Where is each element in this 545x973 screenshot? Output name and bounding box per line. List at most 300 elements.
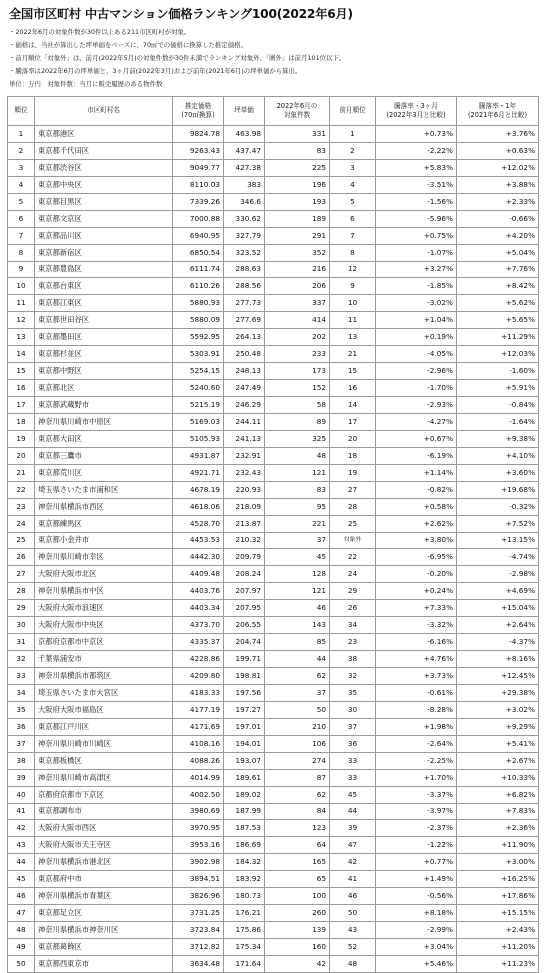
municipality-cell: 大阪府大阪市西区 bbox=[35, 820, 173, 837]
change-1y-cell: +12.45% bbox=[457, 668, 539, 685]
rank-cell: 48 bbox=[8, 922, 35, 939]
change-1y-cell: +11.20% bbox=[457, 939, 539, 956]
prev-rank-cell: 7 bbox=[330, 227, 376, 244]
municipality-cell: 東京都世田谷区 bbox=[35, 312, 173, 329]
estimated-price-cell: 9263.43 bbox=[173, 142, 224, 159]
prev-rank-cell: 41 bbox=[330, 871, 376, 888]
rank-cell: 44 bbox=[8, 854, 35, 871]
table-row bbox=[8, 380, 539, 397]
tsubo-price-cell: 330.62 bbox=[224, 210, 265, 227]
change-3m-cell: -3.37% bbox=[376, 786, 457, 803]
estimated-price-cell: 5880.09 bbox=[173, 312, 224, 329]
change-3m-cell: +0.73% bbox=[376, 126, 457, 143]
tsubo-price-cell: 189.02 bbox=[224, 786, 265, 803]
estimated-price-cell: 4183.33 bbox=[173, 684, 224, 701]
change-1y-cell: +7.52% bbox=[457, 515, 539, 532]
municipality-cell: 神奈川県横浜市中区 bbox=[35, 583, 173, 600]
table-row bbox=[8, 363, 539, 380]
prev-rank-cell: 46 bbox=[330, 888, 376, 905]
estimated-price-cell: 5254.15 bbox=[173, 363, 224, 380]
tsubo-price-cell: 175.34 bbox=[224, 939, 265, 956]
estimated-price-cell: 3826.96 bbox=[173, 888, 224, 905]
municipality-cell: 埼玉県さいたま市浦和区 bbox=[35, 481, 173, 498]
estimated-price-cell: 4453.53 bbox=[173, 532, 224, 549]
table-row bbox=[8, 227, 539, 244]
change-3m-cell: +1.70% bbox=[376, 769, 457, 786]
prev-rank-cell: 44 bbox=[330, 803, 376, 820]
change-3m-cell: +0.75% bbox=[376, 227, 457, 244]
prev-rank-cell: 13 bbox=[330, 329, 376, 346]
note-line: ・前月順位「対象外」は、前月(2022年5月)の対象件数が30件未満でランキング対象外。「圏外」は前月101位以下。 bbox=[9, 54, 346, 63]
change-1y-cell: +0.63% bbox=[457, 142, 539, 159]
change-1y-cell: -2.98% bbox=[457, 566, 539, 583]
count-cell: 64 bbox=[265, 837, 330, 854]
estimated-price-cell: 4209.80 bbox=[173, 668, 224, 685]
table-row bbox=[8, 397, 539, 414]
tsubo-price-cell: 187.53 bbox=[224, 820, 265, 837]
prev-rank-cell: 28 bbox=[330, 498, 376, 515]
change-3m-cell: +5.46% bbox=[376, 955, 457, 972]
rank-cell: 20 bbox=[8, 447, 35, 464]
rank-cell: 42 bbox=[8, 820, 35, 837]
table-row bbox=[8, 430, 539, 447]
municipality-cell: 神奈川県横浜市西区 bbox=[35, 498, 173, 515]
estimated-price-cell: 9049.77 bbox=[173, 159, 224, 176]
estimated-price-cell: 9824.78 bbox=[173, 126, 224, 143]
change-3m-cell: +0.77% bbox=[376, 854, 457, 871]
change-3m-cell: -0.20% bbox=[376, 566, 457, 583]
estimated-price-cell: 3902.98 bbox=[173, 854, 224, 871]
count-cell: 233 bbox=[265, 346, 330, 363]
municipality-cell: 東京都葛飾区 bbox=[35, 939, 173, 956]
tsubo-price-cell: 241.13 bbox=[224, 430, 265, 447]
tsubo-price-cell: 186.69 bbox=[224, 837, 265, 854]
municipality-cell: 大阪府大阪市浪速区 bbox=[35, 600, 173, 617]
change-1y-cell: +9.29% bbox=[457, 718, 539, 735]
tsubo-price-cell: 244.11 bbox=[224, 413, 265, 430]
prev-rank-cell: 10 bbox=[330, 295, 376, 312]
rank-cell: 6 bbox=[8, 210, 35, 227]
tsubo-price-cell: 248.13 bbox=[224, 363, 265, 380]
prev-rank-cell: 36 bbox=[330, 735, 376, 752]
rank-cell: 50 bbox=[8, 955, 35, 972]
change-3m-cell: +0.19% bbox=[376, 329, 457, 346]
change-3m-cell: -6.95% bbox=[376, 549, 457, 566]
change-1y-cell: +29.38% bbox=[457, 684, 539, 701]
prev-rank-cell: 50 bbox=[330, 905, 376, 922]
municipality-cell: 大阪府大阪市天王寺区 bbox=[35, 837, 173, 854]
prev-rank-cell: 8 bbox=[330, 244, 376, 261]
count-cell: 352 bbox=[265, 244, 330, 261]
change-1y-cell: +11.90% bbox=[457, 837, 539, 854]
municipality-cell: 東京都板橋区 bbox=[35, 752, 173, 769]
count-cell: 85 bbox=[265, 634, 330, 651]
change-3m-cell: -3.02% bbox=[376, 295, 457, 312]
change-3m-cell: +5.83% bbox=[376, 159, 457, 176]
table-row bbox=[8, 583, 539, 600]
count-cell: 45 bbox=[265, 549, 330, 566]
table-row bbox=[8, 905, 539, 922]
municipality-cell: 東京都文京区 bbox=[35, 210, 173, 227]
count-cell: 121 bbox=[265, 583, 330, 600]
estimated-price-cell: 4228.86 bbox=[173, 651, 224, 668]
header-rank: 順位 bbox=[8, 97, 35, 126]
change-1y-cell: +13.15% bbox=[457, 532, 539, 549]
municipality-cell: 東京都江東区 bbox=[35, 295, 173, 312]
change-1y-cell: +3.02% bbox=[457, 701, 539, 718]
tsubo-price-cell: 175.86 bbox=[224, 922, 265, 939]
tsubo-price-cell: 197.27 bbox=[224, 701, 265, 718]
municipality-cell: 東京都目黒区 bbox=[35, 193, 173, 210]
estimated-price-cell: 5880.93 bbox=[173, 295, 224, 312]
estimated-price-cell: 3894.51 bbox=[173, 871, 224, 888]
table-row bbox=[8, 922, 539, 939]
change-1y-cell: +17.86% bbox=[457, 888, 539, 905]
municipality-cell: 東京都江戸川区 bbox=[35, 718, 173, 735]
municipality-cell: 京都府京都市中京区 bbox=[35, 634, 173, 651]
prev-rank-cell: 12 bbox=[330, 261, 376, 278]
municipality-cell: 神奈川県川崎市高津区 bbox=[35, 769, 173, 786]
prev-rank-cell: 38 bbox=[330, 651, 376, 668]
municipality-cell: 東京都調布市 bbox=[35, 803, 173, 820]
rank-cell: 16 bbox=[8, 380, 35, 397]
rank-cell: 47 bbox=[8, 905, 35, 922]
change-1y-cell: +8.42% bbox=[457, 278, 539, 295]
note-line: ・価格は、当社が算出した坪単価をベースに、70㎡での価格に換算した推定価格。 bbox=[9, 41, 247, 50]
tsubo-price-cell: 437.47 bbox=[224, 142, 265, 159]
table-row bbox=[8, 193, 539, 210]
change-3m-cell: -4.05% bbox=[376, 346, 457, 363]
change-1y-cell: +3.76% bbox=[457, 126, 539, 143]
rank-cell: 5 bbox=[8, 193, 35, 210]
change-1y-cell: -0.66% bbox=[457, 210, 539, 227]
count-cell: 95 bbox=[265, 498, 330, 515]
change-3m-cell: -2.22% bbox=[376, 142, 457, 159]
rank-cell: 41 bbox=[8, 803, 35, 820]
estimated-price-cell: 4177.19 bbox=[173, 701, 224, 718]
prev-rank-cell: 対象外 bbox=[330, 532, 376, 549]
count-cell: 202 bbox=[265, 329, 330, 346]
note-line: ・2022年6月の対象件数が30件以上ある211市区町村が対象。 bbox=[9, 28, 191, 36]
prev-rank-cell: 4 bbox=[330, 176, 376, 193]
change-1y-cell: +7.76% bbox=[457, 261, 539, 278]
header-municipality: 市区町村名 bbox=[35, 97, 173, 126]
estimated-price-cell: 4108.16 bbox=[173, 735, 224, 752]
municipality-cell: 東京都練馬区 bbox=[35, 515, 173, 532]
count-cell: 216 bbox=[265, 261, 330, 278]
table-row bbox=[8, 939, 539, 956]
rank-cell: 28 bbox=[8, 583, 35, 600]
change-3m-cell: +7.33% bbox=[376, 600, 457, 617]
count-cell: 83 bbox=[265, 481, 330, 498]
estimated-price-cell: 4442.30 bbox=[173, 549, 224, 566]
table-row bbox=[8, 684, 539, 701]
rank-cell: 17 bbox=[8, 397, 35, 414]
municipality-cell: 東京都三鷹市 bbox=[35, 447, 173, 464]
change-1y-cell: +2.43% bbox=[457, 922, 539, 939]
prev-rank-cell: 33 bbox=[330, 752, 376, 769]
prev-rank-cell: 11 bbox=[330, 312, 376, 329]
ranking-table bbox=[7, 96, 539, 973]
table-row bbox=[8, 752, 539, 769]
table-row bbox=[8, 701, 539, 718]
change-1y-cell: +5.91% bbox=[457, 380, 539, 397]
prev-rank-cell: 34 bbox=[330, 617, 376, 634]
count-cell: 44 bbox=[265, 651, 330, 668]
table-row bbox=[8, 312, 539, 329]
change-3m-cell: -2.93% bbox=[376, 397, 457, 414]
tsubo-price-cell: 176.21 bbox=[224, 905, 265, 922]
tsubo-price-cell: 193.07 bbox=[224, 752, 265, 769]
rank-cell: 34 bbox=[8, 684, 35, 701]
page-title: 全国市区町村 中古マンション価格ランキング100(2022年6月) bbox=[9, 7, 353, 21]
change-3m-cell: -6.16% bbox=[376, 634, 457, 651]
municipality-cell: 神奈川県川崎市中原区 bbox=[35, 413, 173, 430]
change-3m-cell: -3.97% bbox=[376, 803, 457, 820]
count-cell: 100 bbox=[265, 888, 330, 905]
prev-rank-cell: 26 bbox=[330, 600, 376, 617]
tsubo-price-cell: 207.95 bbox=[224, 600, 265, 617]
rank-cell: 21 bbox=[8, 464, 35, 481]
prev-rank-cell: 6 bbox=[330, 210, 376, 227]
change-3m-cell: -2.99% bbox=[376, 922, 457, 939]
rank-cell: 1 bbox=[8, 126, 35, 143]
change-1y-cell: +9.38% bbox=[457, 430, 539, 447]
rank-cell: 9 bbox=[8, 261, 35, 278]
change-1y-cell: +3.60% bbox=[457, 464, 539, 481]
estimated-price-cell: 6111.74 bbox=[173, 261, 224, 278]
table-row bbox=[8, 464, 539, 481]
table-row bbox=[8, 278, 539, 295]
municipality-cell: 東京都大田区 bbox=[35, 430, 173, 447]
prev-rank-cell: 2 bbox=[330, 142, 376, 159]
estimated-price-cell: 3634.48 bbox=[173, 955, 224, 972]
tsubo-price-cell: 220.93 bbox=[224, 481, 265, 498]
tsubo-price-cell: 198.81 bbox=[224, 668, 265, 685]
table-row bbox=[8, 295, 539, 312]
table-row bbox=[8, 854, 539, 871]
municipality-cell: 京都府京都市下京区 bbox=[35, 786, 173, 803]
count-cell: 84 bbox=[265, 803, 330, 820]
estimated-price-cell: 4403.76 bbox=[173, 583, 224, 600]
count-cell: 414 bbox=[265, 312, 330, 329]
rank-cell: 45 bbox=[8, 871, 35, 888]
count-cell: 210 bbox=[265, 718, 330, 735]
table-row bbox=[8, 142, 539, 159]
change-1y-cell: +8.16% bbox=[457, 651, 539, 668]
tsubo-price-cell: 184.32 bbox=[224, 854, 265, 871]
change-1y-cell: +3.88% bbox=[457, 176, 539, 193]
rank-cell: 37 bbox=[8, 735, 35, 752]
prev-rank-cell: 33 bbox=[330, 769, 376, 786]
tsubo-price-cell: 463.98 bbox=[224, 126, 265, 143]
change-1y-cell: +15.04% bbox=[457, 600, 539, 617]
estimated-price-cell: 3723.84 bbox=[173, 922, 224, 939]
table-row bbox=[8, 803, 539, 820]
change-3m-cell: +8.18% bbox=[376, 905, 457, 922]
change-1y-cell: +7.83% bbox=[457, 803, 539, 820]
count-cell: 337 bbox=[265, 295, 330, 312]
change-3m-cell: -5.96% bbox=[376, 210, 457, 227]
rank-cell: 18 bbox=[8, 413, 35, 430]
count-cell: 50 bbox=[265, 701, 330, 718]
rank-cell: 25 bbox=[8, 532, 35, 549]
prev-rank-cell: 20 bbox=[330, 430, 376, 447]
estimated-price-cell: 3731.25 bbox=[173, 905, 224, 922]
municipality-cell: 東京都中野区 bbox=[35, 363, 173, 380]
change-1y-cell: +12.02% bbox=[457, 159, 539, 176]
header-change-3m: 騰落率・3ヶ月 (2022年3月と比較) bbox=[376, 97, 457, 126]
tsubo-price-cell: 288.56 bbox=[224, 278, 265, 295]
count-cell: 160 bbox=[265, 939, 330, 956]
change-1y-cell: -0.32% bbox=[457, 498, 539, 515]
estimated-price-cell: 5105.93 bbox=[173, 430, 224, 447]
tsubo-price-cell: 323.52 bbox=[224, 244, 265, 261]
count-cell: 274 bbox=[265, 752, 330, 769]
municipality-cell: 東京都豊島区 bbox=[35, 261, 173, 278]
estimated-price-cell: 4002.50 bbox=[173, 786, 224, 803]
change-3m-cell: -1.56% bbox=[376, 193, 457, 210]
municipality-cell: 神奈川県川崎市幸区 bbox=[35, 549, 173, 566]
rank-cell: 14 bbox=[8, 346, 35, 363]
change-3m-cell: +3.80% bbox=[376, 532, 457, 549]
tsubo-price-cell: 209.79 bbox=[224, 549, 265, 566]
table-row bbox=[8, 888, 539, 905]
table-header-row bbox=[8, 97, 539, 126]
prev-rank-cell: 1 bbox=[330, 126, 376, 143]
municipality-cell: 東京都府中市 bbox=[35, 871, 173, 888]
count-cell: 225 bbox=[265, 159, 330, 176]
change-3m-cell: -1.22% bbox=[376, 837, 457, 854]
count-cell: 62 bbox=[265, 786, 330, 803]
table-row bbox=[8, 549, 539, 566]
tsubo-price-cell: 427.38 bbox=[224, 159, 265, 176]
count-cell: 48 bbox=[265, 447, 330, 464]
notes bbox=[9, 26, 539, 91]
change-1y-cell: -0.84% bbox=[457, 397, 539, 414]
count-cell: 325 bbox=[265, 430, 330, 447]
estimated-price-cell: 4931.87 bbox=[173, 447, 224, 464]
rank-cell: 43 bbox=[8, 837, 35, 854]
estimated-price-cell: 5303.91 bbox=[173, 346, 224, 363]
rank-cell: 2 bbox=[8, 142, 35, 159]
rank-cell: 19 bbox=[8, 430, 35, 447]
municipality-cell: 東京都新宿区 bbox=[35, 244, 173, 261]
prev-rank-cell: 35 bbox=[330, 684, 376, 701]
table-row bbox=[8, 769, 539, 786]
prev-rank-cell: 29 bbox=[330, 583, 376, 600]
municipality-cell: 東京都荒川区 bbox=[35, 464, 173, 481]
change-1y-cell: +5.04% bbox=[457, 244, 539, 261]
table-row bbox=[8, 176, 539, 193]
header-prev-rank: 前月順位 bbox=[330, 97, 376, 126]
rank-cell: 29 bbox=[8, 600, 35, 617]
prev-rank-cell: 14 bbox=[330, 397, 376, 414]
change-1y-cell: +2.33% bbox=[457, 193, 539, 210]
rank-cell: 31 bbox=[8, 634, 35, 651]
tsubo-price-cell: 232.91 bbox=[224, 447, 265, 464]
change-1y-cell: +4.20% bbox=[457, 227, 539, 244]
count-cell: 83 bbox=[265, 142, 330, 159]
change-3m-cell: +3.04% bbox=[376, 939, 457, 956]
change-3m-cell: +4.76% bbox=[376, 651, 457, 668]
estimated-price-cell: 3712.82 bbox=[173, 939, 224, 956]
municipality-cell: 東京都杉並区 bbox=[35, 346, 173, 363]
tsubo-price-cell: 247.49 bbox=[224, 380, 265, 397]
tsubo-price-cell: 194.01 bbox=[224, 735, 265, 752]
rank-cell: 13 bbox=[8, 329, 35, 346]
count-cell: 123 bbox=[265, 820, 330, 837]
table-row bbox=[8, 566, 539, 583]
change-1y-cell: +4.69% bbox=[457, 583, 539, 600]
count-cell: 128 bbox=[265, 566, 330, 583]
municipality-cell: 東京都千代田区 bbox=[35, 142, 173, 159]
table-row bbox=[8, 126, 539, 143]
count-cell: 143 bbox=[265, 617, 330, 634]
header-count: 2022年6月の 対象件数 bbox=[265, 97, 330, 126]
table-row bbox=[8, 820, 539, 837]
estimated-price-cell: 7000.88 bbox=[173, 210, 224, 227]
count-cell: 62 bbox=[265, 668, 330, 685]
municipality-cell: 東京都台東区 bbox=[35, 278, 173, 295]
estimated-price-cell: 4335.37 bbox=[173, 634, 224, 651]
estimated-price-cell: 6110.26 bbox=[173, 278, 224, 295]
count-cell: 189 bbox=[265, 210, 330, 227]
change-3m-cell: -1.85% bbox=[376, 278, 457, 295]
count-cell: 206 bbox=[265, 278, 330, 295]
tsubo-price-cell: 246.29 bbox=[224, 397, 265, 414]
tsubo-price-cell: 207.97 bbox=[224, 583, 265, 600]
table-row bbox=[8, 346, 539, 363]
prev-rank-cell: 43 bbox=[330, 922, 376, 939]
prev-rank-cell: 16 bbox=[330, 380, 376, 397]
prev-rank-cell: 22 bbox=[330, 549, 376, 566]
estimated-price-cell: 4618.06 bbox=[173, 498, 224, 515]
count-cell: 121 bbox=[265, 464, 330, 481]
change-3m-cell: -3.32% bbox=[376, 617, 457, 634]
municipality-cell: 神奈川県横浜市港北区 bbox=[35, 854, 173, 871]
prev-rank-cell: 21 bbox=[330, 346, 376, 363]
estimated-price-cell: 4921.71 bbox=[173, 464, 224, 481]
municipality-cell: 東京都小金井市 bbox=[35, 532, 173, 549]
change-1y-cell: +12.03% bbox=[457, 346, 539, 363]
change-3m-cell: +3.27% bbox=[376, 261, 457, 278]
estimated-price-cell: 3980.69 bbox=[173, 803, 224, 820]
rank-cell: 33 bbox=[8, 668, 35, 685]
tsubo-price-cell: 277.69 bbox=[224, 312, 265, 329]
tsubo-price-cell: 218.09 bbox=[224, 498, 265, 515]
prev-rank-cell: 27 bbox=[330, 481, 376, 498]
estimated-price-cell: 4171.69 bbox=[173, 718, 224, 735]
table-row bbox=[8, 600, 539, 617]
prev-rank-cell: 45 bbox=[330, 786, 376, 803]
table-row bbox=[8, 210, 539, 227]
change-3m-cell: +1.14% bbox=[376, 464, 457, 481]
change-3m-cell: +1.98% bbox=[376, 718, 457, 735]
table-row bbox=[8, 786, 539, 803]
count-cell: 58 bbox=[265, 397, 330, 414]
estimated-price-cell: 4403.34 bbox=[173, 600, 224, 617]
tsubo-price-cell: 327.79 bbox=[224, 227, 265, 244]
change-3m-cell: -1.70% bbox=[376, 380, 457, 397]
prev-rank-cell: 18 bbox=[330, 447, 376, 464]
prev-rank-cell: 19 bbox=[330, 464, 376, 481]
count-cell: 291 bbox=[265, 227, 330, 244]
count-cell: 46 bbox=[265, 600, 330, 617]
table-row bbox=[8, 413, 539, 430]
tsubo-price-cell: 187.99 bbox=[224, 803, 265, 820]
prev-rank-cell: 23 bbox=[330, 634, 376, 651]
